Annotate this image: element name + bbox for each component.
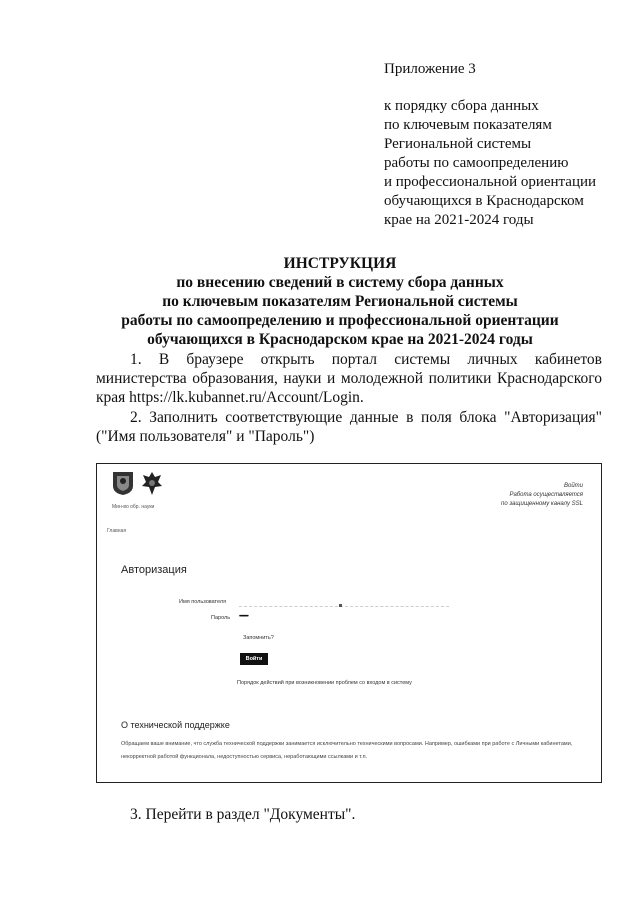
appendix-line: Региональной системы bbox=[384, 136, 532, 152]
login-button[interactable]: Войти bbox=[240, 653, 268, 665]
eagle-emblem-icon bbox=[141, 470, 163, 496]
step-3-text: 3. Перейти в раздел "Документы". bbox=[130, 806, 356, 823]
appendix-title: Приложение 3 bbox=[384, 61, 476, 77]
heading-line: по внесению сведений в систему сбора данных bbox=[176, 274, 504, 291]
appendix-line: по ключевым показателям bbox=[384, 117, 552, 133]
heading-line: по ключевым показателям Региональной системы bbox=[162, 293, 518, 310]
header-login-link[interactable]: Войти bbox=[563, 483, 583, 489]
remember-checkbox-label[interactable]: Запомнить? bbox=[243, 635, 274, 641]
appendix-block bbox=[384, 60, 596, 230]
login-page-screenshot bbox=[96, 463, 602, 783]
appendix-line: к порядку сбора данных bbox=[384, 98, 539, 114]
secure-note: по защищенному каналу SSL bbox=[501, 501, 583, 507]
breadcrumb[interactable]: Главная bbox=[107, 528, 127, 534]
username-input[interactable] bbox=[239, 598, 449, 607]
appendix-line: обучающихся в Краснодарском bbox=[384, 193, 584, 209]
heading-line: работы по самоопределению и профессиональной ориентации bbox=[121, 312, 559, 329]
ministry-caption: Мин-во обр. науки bbox=[112, 504, 155, 510]
coat-of-arms-icon bbox=[112, 470, 134, 496]
auth-title: Авторизация bbox=[121, 564, 187, 576]
password-label: Пароль bbox=[211, 615, 231, 621]
heading-title: ИНСТРУКЦИЯ bbox=[283, 255, 397, 272]
username-label: Имя пользователя bbox=[179, 599, 227, 605]
appendix-line: и профессиональной ориентации bbox=[384, 174, 597, 190]
support-title: О технической поддержке bbox=[121, 720, 230, 730]
heading-line: обучающихся в Краснодарском крае на 2021-2024 годы bbox=[147, 331, 533, 348]
step-1-text: 1. В браузере открыть портал системы личных кабинетов министерства образования, науки и молодежной политики Краснодарского края https://lk.kubannet.ru/Account/Login. bbox=[96, 351, 602, 406]
login-help-link[interactable]: Порядок действий при возникновении проблем со входом в систему bbox=[237, 680, 412, 686]
step-2-text: 2. Заполнить соответствующие данные в поля блока "Авторизация" ("Имя пользователя" и "Пароль") bbox=[96, 409, 602, 445]
password-input[interactable]: •••••••• bbox=[239, 614, 248, 620]
scan-artifact bbox=[339, 604, 342, 607]
appendix-line: работы по самоопределению bbox=[384, 155, 569, 171]
support-text: Обращаем ваше внимание, что служба технической поддержки занимается исключительно техническими вопросами. Например, ошибками при работе с Личными кабинетами, некорректной работой функционала, недоступностью сервиса, неработающими ссылками и т.п. bbox=[121, 741, 573, 760]
secure-note: Работа осуществляется bbox=[509, 492, 583, 498]
instruction-heading bbox=[70, 254, 610, 349]
header-login-block bbox=[501, 482, 583, 509]
appendix-line: крае на 2021-2024 годы bbox=[384, 212, 534, 228]
